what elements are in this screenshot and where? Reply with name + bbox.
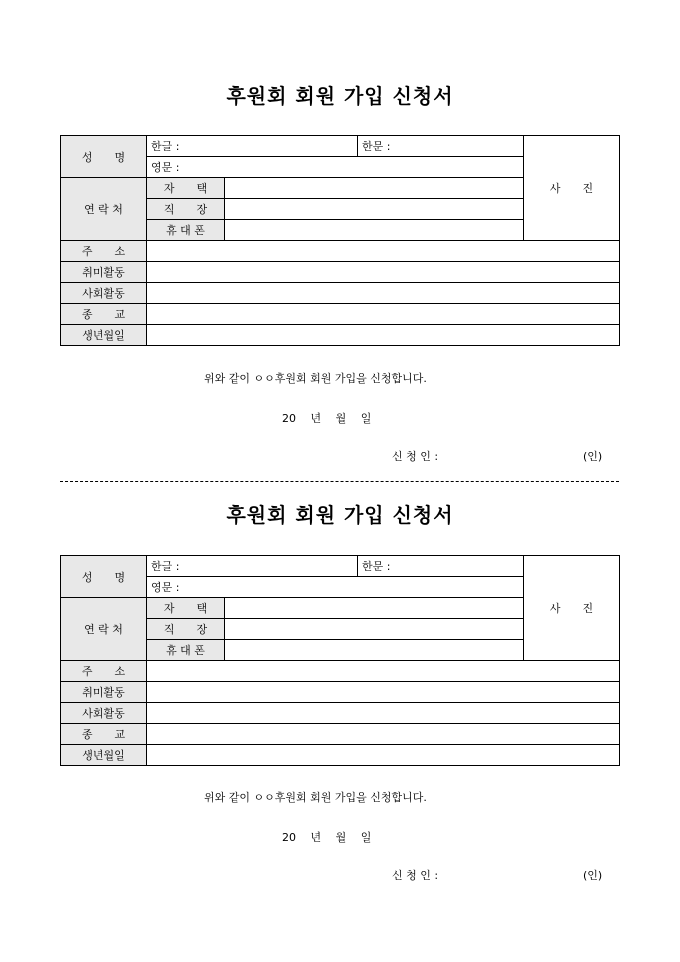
hangul-name-field[interactable]: 한글 : — [147, 136, 358, 157]
hobby-field[interactable] — [147, 682, 620, 703]
form-title: 후원회 회원 가입 신청서 — [226, 84, 454, 108]
seal-label: (인) — [583, 450, 603, 463]
contact-label: 연 락 처 — [61, 178, 147, 241]
address-field[interactable] — [147, 241, 620, 262]
seal-label: (인) — [583, 869, 603, 882]
form-table — [60, 555, 620, 766]
hanja-name-field[interactable]: 한문 : — [358, 556, 524, 577]
social-activity-field[interactable] — [147, 283, 620, 304]
contact-label: 연 락 처 — [61, 598, 147, 661]
cut-line-divider — [60, 481, 619, 482]
form-table — [60, 135, 620, 346]
home-phone-label: 자 택 — [147, 178, 225, 199]
applicant-label: 신 청 인 : — [392, 450, 439, 463]
address-field[interactable] — [147, 661, 620, 682]
work-phone-field[interactable] — [225, 199, 524, 220]
hobby-label: 취미활동 — [61, 262, 147, 283]
religion-field[interactable] — [147, 304, 620, 325]
date-line: 20 년 월 일 — [282, 831, 372, 844]
work-phone-field[interactable] — [225, 619, 524, 640]
hobby-label: 취미활동 — [61, 682, 147, 703]
mobile-phone-field[interactable] — [225, 220, 524, 241]
photo-box[interactable]: 사 진 — [524, 556, 620, 661]
religion-label: 종 교 — [61, 724, 147, 745]
birthdate-field[interactable] — [147, 325, 620, 346]
hobby-field[interactable] — [147, 262, 620, 283]
social-activity-label: 사회활동 — [61, 703, 147, 724]
birthdate-label: 생년월일 — [61, 325, 147, 346]
home-phone-label: 자 택 — [147, 598, 225, 619]
statement-text: 위와 같이 ㅇㅇ후원회 회원 가입을 신청합니다. — [204, 791, 427, 804]
name-label: 성 명 — [61, 136, 147, 178]
statement-text: 위와 같이 ㅇㅇ후원회 회원 가입을 신청합니다. — [204, 372, 427, 385]
home-phone-field[interactable] — [225, 598, 524, 619]
mobile-phone-label: 휴 대 폰 — [147, 640, 225, 661]
english-name-field[interactable]: 영문 : — [147, 577, 524, 598]
birthdate-label: 생년월일 — [61, 745, 147, 766]
name-label: 성 명 — [61, 556, 147, 598]
photo-box[interactable]: 사 진 — [524, 136, 620, 241]
religion-label: 종 교 — [61, 304, 147, 325]
form-title: 후원회 회원 가입 신청서 — [226, 503, 454, 527]
work-phone-label: 직 장 — [147, 619, 225, 640]
address-label: 주 소 — [61, 241, 147, 262]
religion-field[interactable] — [147, 724, 620, 745]
mobile-phone-field[interactable] — [225, 640, 524, 661]
applicant-label: 신 청 인 : — [392, 869, 439, 882]
hangul-name-field[interactable]: 한글 : — [147, 556, 358, 577]
social-activity-field[interactable] — [147, 703, 620, 724]
mobile-phone-label: 휴 대 폰 — [147, 220, 225, 241]
english-name-field[interactable]: 영문 : — [147, 157, 524, 178]
birthdate-field[interactable] — [147, 745, 620, 766]
social-activity-label: 사회활동 — [61, 283, 147, 304]
address-label: 주 소 — [61, 661, 147, 682]
home-phone-field[interactable] — [225, 178, 524, 199]
date-line: 20 년 월 일 — [282, 412, 372, 425]
hanja-name-field[interactable]: 한문 : — [358, 136, 524, 157]
work-phone-label: 직 장 — [147, 199, 225, 220]
